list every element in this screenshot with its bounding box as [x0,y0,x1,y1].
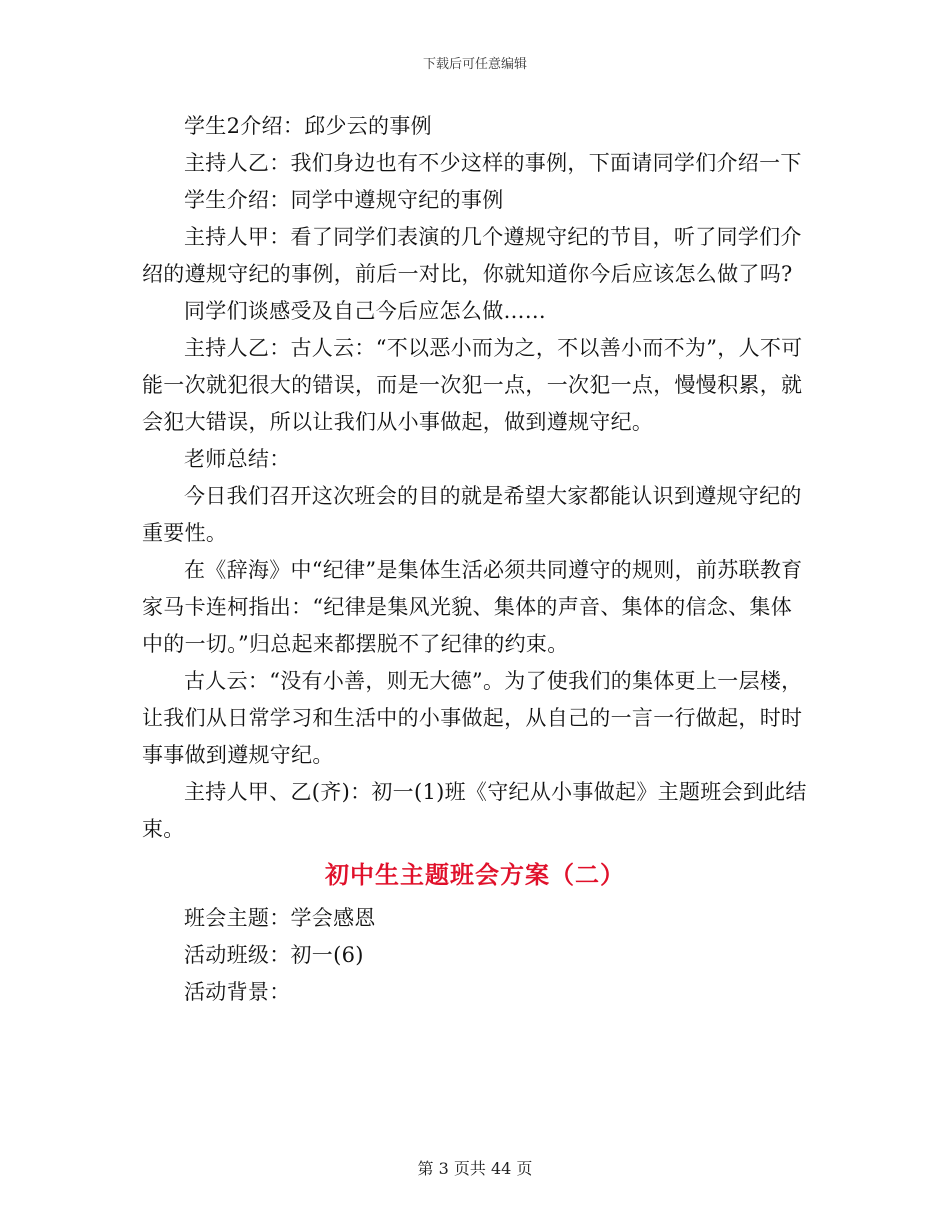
paragraph: 活动背景： [184,980,291,1004]
paragraph: 活动班级：初一(6) [184,943,364,967]
paragraph: 古人云：“没有小善，则无大德”。为了使我们的集体更上一层楼，让我们从日常学习和生活中的小事做起，从自己的一言一行做起，时时事事做到遵规守纪。 [142,669,803,767]
paragraph: 班会主题：学会感恩 [184,906,376,930]
page-header: 下载后可任意编辑 [422,57,527,72]
paragraph: 今日我们召开这次班会的目的就是希望大家都能认识到遵规守纪的重要性。 [142,484,802,545]
document-body [142,108,808,1011]
paragraph: 主持人乙：古人云：“不以恶小而为之，不以善小而不为”，人不可能一次就犯很大的错误，而是一次犯一点，一次犯一点，慢慢积累，就会犯大错误，所以让我们从小事做起，做到遵规守纪。 [142,336,803,434]
paragraph: 主持人乙：我们身边也有不少这样的事例，下面请同学们介绍一下 [184,151,802,175]
paragraph: 学生2介绍：邱少云的事例 [184,114,432,138]
paragraph: 主持人甲：看了同学们表演的几个遵规守纪的节目，听了同学们介绍的遵规守纪的事例，前后一对比，你就知道你今后应该怎么做了吗? [142,225,802,286]
paragraph: 主持人甲、乙(齐)：初一(1)班《守纪从小事做起》主题班会到此结束。 [142,780,807,841]
paragraph: 学生介绍：同学中遵规守纪的事例 [184,188,504,212]
paragraph: 老师总结： [184,447,291,471]
paragraph: 同学们谈感受及自己今后应怎么做…… [184,299,547,323]
section-title: 初中生主题班会方案（二） [325,860,625,889]
paragraph: 在《辞海》中“纪律”是集体生活必须共同遵守的规则，前苏联教育家马卡连柯指出：“纪律是集风光貌、集体的声音、集体的信念、集体中的一切。”归总起来都摆脱不了纪律的约束。 [142,558,803,656]
page-footer: 第 3 页共 44 页 [417,1159,533,1178]
